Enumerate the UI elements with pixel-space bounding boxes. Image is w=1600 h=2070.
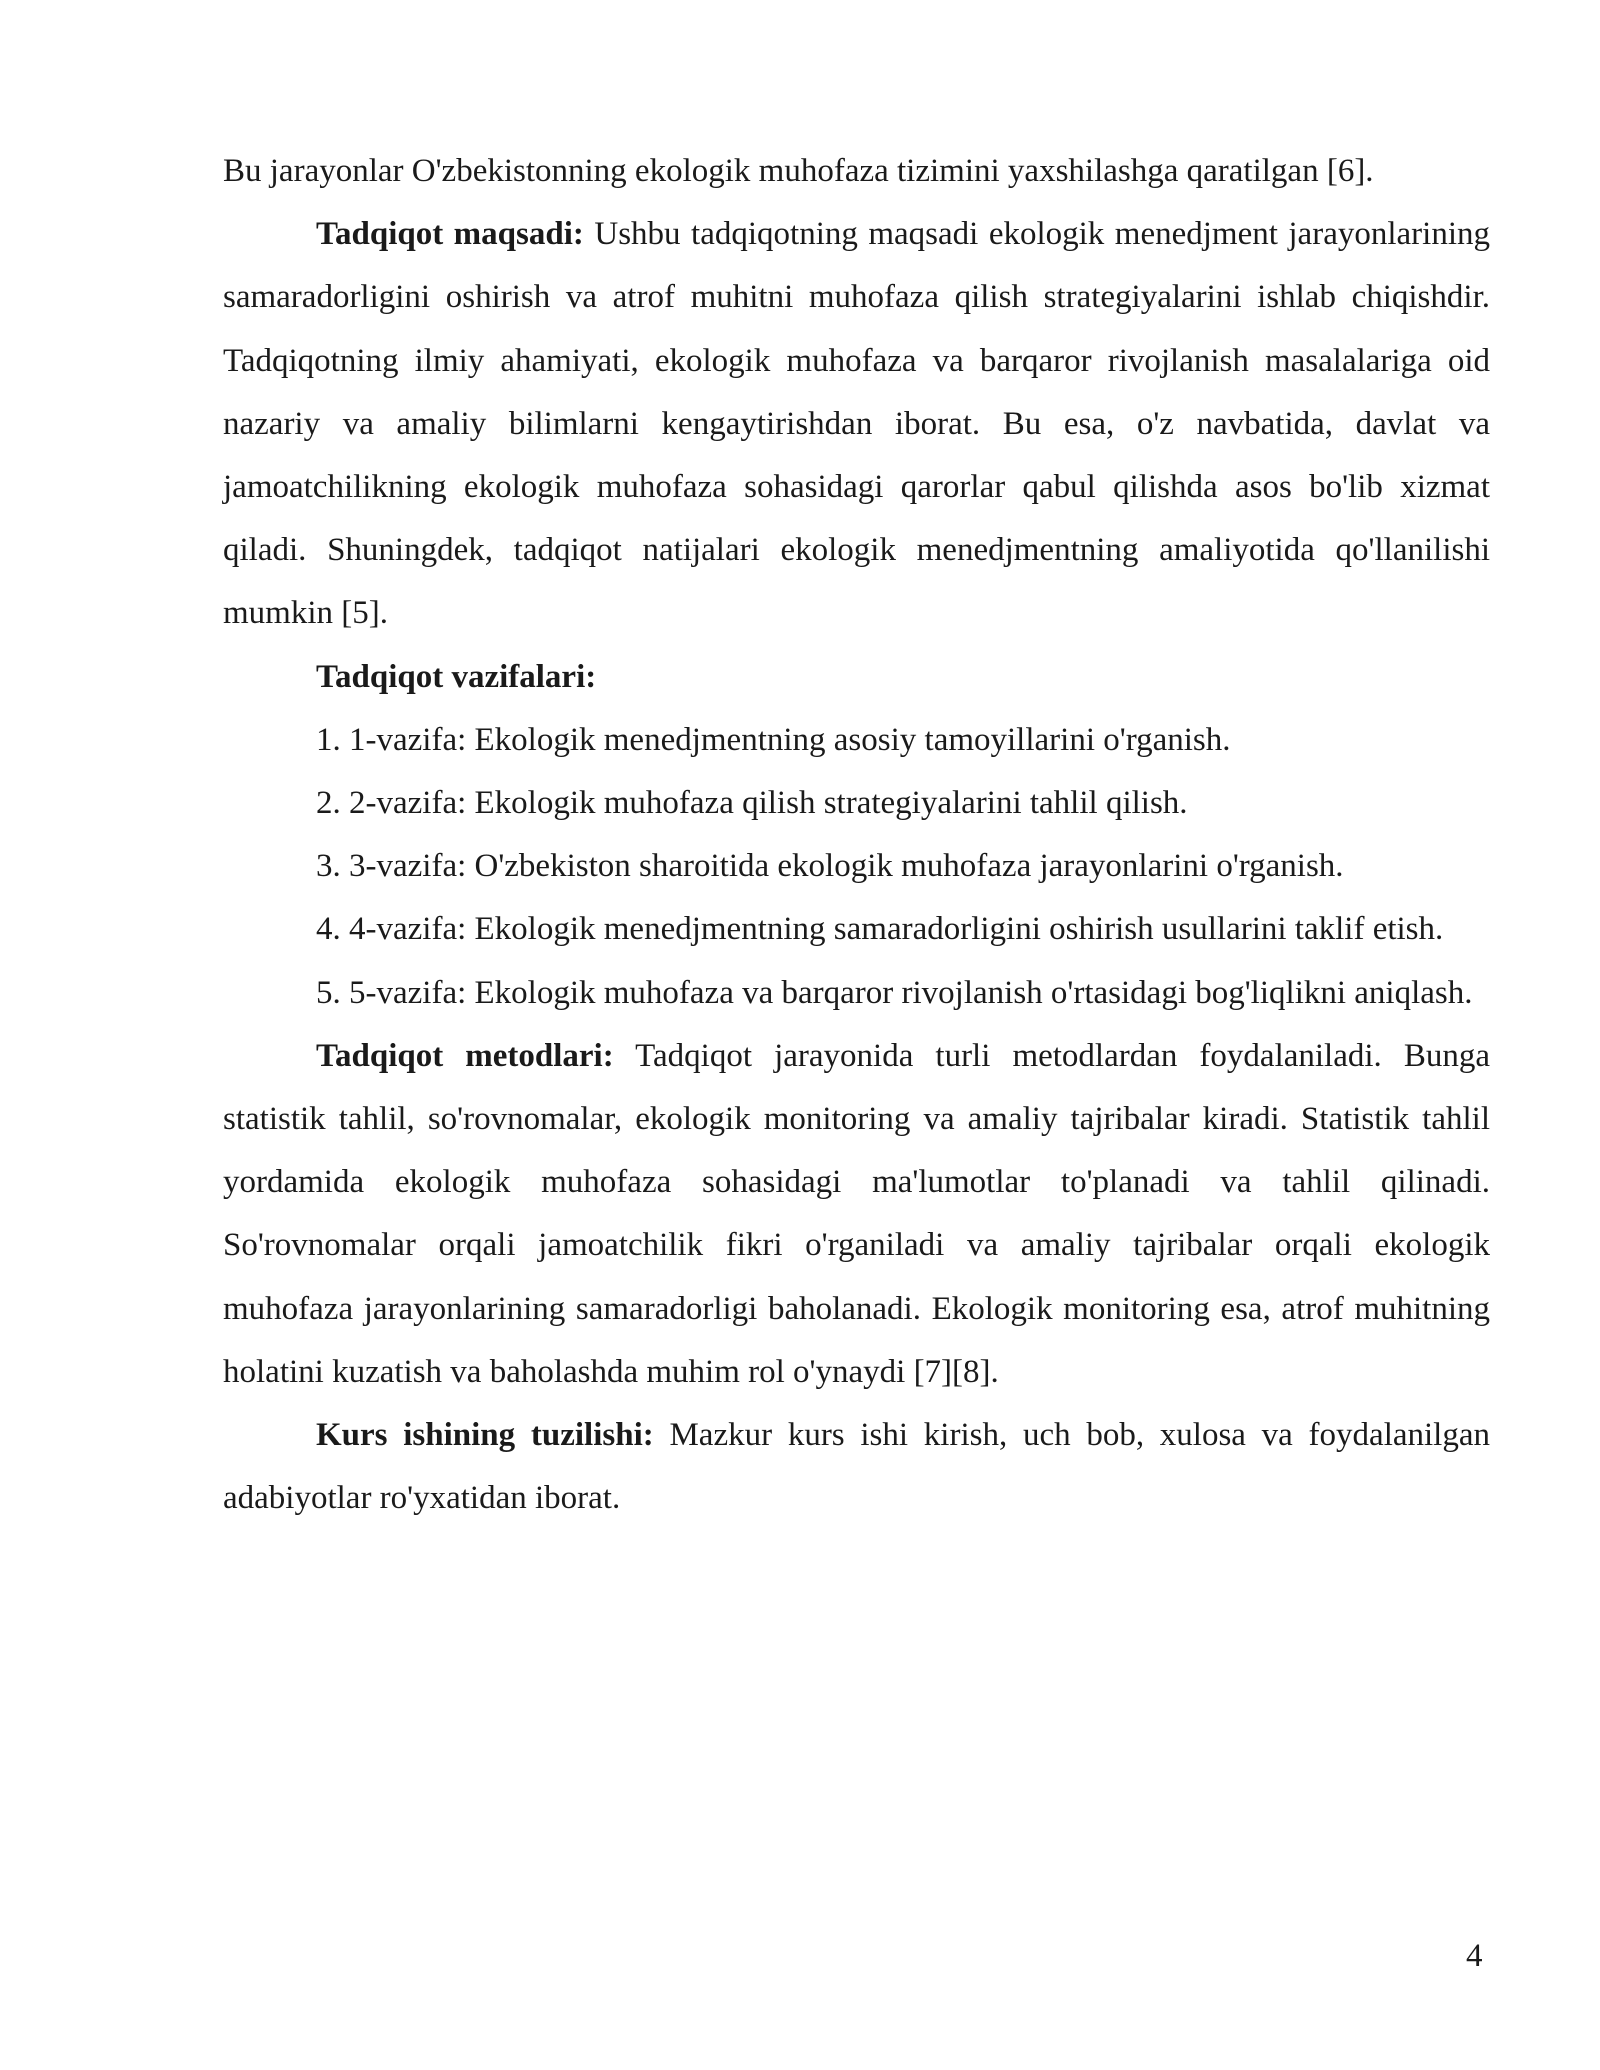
goal-label: Tadqiqot maqsadi: [316,216,584,253]
tasks-list [223,709,1490,1025]
paragraph-intro-text: Bu jarayonlar O'zbekistonning ekologik muhofaza tizimini yaxshilashga qaratilgan [6]. [223,153,1374,189]
paragraph-goal [223,203,1490,645]
task-item-3: 3. 3-vazifa: O'zbekiston sharoitida ekologik muhofaza jarayonlarini o'rganish. [316,848,1344,885]
methods-text: Tadqiqot jarayonida turli metodlardan foydalaniladi. Bunga statistik tahlil, so'rovnomalar, ekologik monitoring va amaliy tajribalar kiradi. Statistik tahlil yordamida ekologik muhofaza sohasidagi ma'lumotlar to'planadi va tahlil qilinadi. So'rovnomalar orqali jamoatchilik fikri o'rganiladi va amaliy tajribalar orqali ekologik muhofaza jarayonlarining samaradorligi baholanadi. Ekologik monitoring esa, atrof muhitning holatini kuzatish va baholashda muhim rol o'ynaydi [7][8]. [223,1037,1491,1390]
methods-label: Tadqiqot metodlari: [316,1037,614,1074]
task-item-2: 2. 2-vazifa: Ekologik muhofaza qilish strategiyalarini tahlil qilish. [316,785,1188,822]
paragraph-methods [223,1025,1490,1404]
document-page [223,140,1490,1530]
page-number: 4 [1466,1938,1483,1974]
task-item-1: 1. 1-vazifa: Ekologik menedjmentning asosiy tamoyillarini o'rganish. [316,721,1231,758]
paragraph-structure [223,1404,1490,1530]
goal-text: Ushbu tadqiqotning maqsadi ekologik menedjment jarayonlarining samaradorligini oshirish va atrof muhitni muhofaza qilish strategiyalarini ishlab chiqishdir. Tadqiqotning ilmiy ahamiyati, ekologik muhofaza va barqaror rivojlanish masalalariga oid nazariy va amaliy bilimlarni kengaytirishdan iborat. Bu esa, o'z navbatida, davlat va jamoatchilikning ekologik muhofaza sohasidagi qarorlar qabul qilishda asos bo'lib xizmat qiladi. Shuningdek, tadqiqot natijalari ekologik menedjmentning amaliyotida qo'llanilishi mumkin [5]. [223,216,1490,632]
structure-label: Kurs ishining tuzilishi: [316,1417,654,1454]
task-item-4: 4. 4-vazifa: Ekologik menedjmentning samaradorligini oshirish usullarini taklif etish. [316,911,1444,948]
paragraph-intro [223,140,1490,203]
task-item-5: 5. 5-vazifa: Ekologik muhofaza va barqaror rivojlanish o'rtasidagi bog'liqlikni aniqlash. [316,974,1473,1011]
tasks-heading: Tadqiqot vazifalari: [316,658,597,695]
structure-text: Mazkur kurs ishi kirish, uch bob, xulosa va foydalanilgan adabiyotlar ro'yxatidan iborat. [223,1417,1490,1517]
